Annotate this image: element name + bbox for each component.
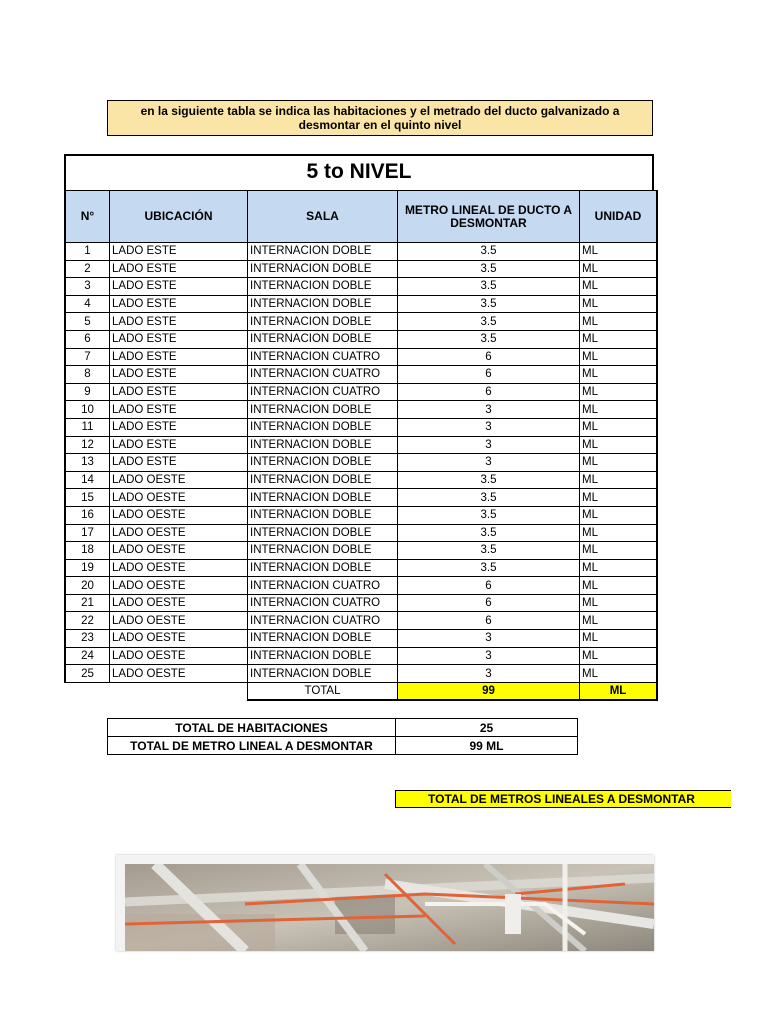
- row-ubicacion: LADO OESTE: [110, 594, 248, 612]
- row-ubicacion: LADO OESTE: [110, 506, 248, 524]
- row-unidad: ML: [580, 436, 658, 454]
- row-metro-lineal: 3: [398, 401, 580, 419]
- row-unidad: ML: [580, 665, 658, 683]
- row-ubicacion: LADO OESTE: [110, 489, 248, 507]
- table-row: [65, 383, 657, 401]
- row-ubicacion: LADO ESTE: [110, 401, 248, 419]
- row-number: 16: [65, 506, 110, 524]
- row-ubicacion: LADO OESTE: [110, 647, 248, 665]
- row-sala: INTERNACION DOBLE: [248, 471, 398, 489]
- header-ubicacion: UBICACIÓN: [110, 191, 248, 243]
- row-unidad: ML: [580, 489, 658, 507]
- row-unidad: ML: [580, 612, 658, 630]
- row-sala: INTERNACION DOBLE: [248, 260, 398, 278]
- row-ubicacion: LADO ESTE: [110, 278, 248, 296]
- row-sala: INTERNACION DOBLE: [248, 524, 398, 542]
- total-banner: TOTAL DE METROS LINEALES A DESMONTAR: [395, 790, 731, 808]
- table-title: 5 to NIVEL: [64, 154, 654, 190]
- row-number: 3: [65, 278, 110, 296]
- row-unidad: ML: [580, 647, 658, 665]
- table-row: [65, 243, 657, 261]
- total-unit: ML: [580, 682, 658, 700]
- row-unidad: ML: [580, 278, 658, 296]
- row-metro-lineal: 6: [398, 577, 580, 595]
- row-ubicacion: LADO ESTE: [110, 348, 248, 366]
- table-row: [65, 278, 657, 296]
- row-sala: INTERNACION CUATRO: [248, 383, 398, 401]
- row-number: 19: [65, 559, 110, 577]
- row-sala: INTERNACION DOBLE: [248, 542, 398, 560]
- row-ubicacion: LADO ESTE: [110, 436, 248, 454]
- row-sala: INTERNACION DOBLE: [248, 243, 398, 261]
- total-metro-label: TOTAL DE METRO LINEAL A DESMONTAR: [108, 737, 396, 755]
- row-unidad: ML: [580, 295, 658, 313]
- row-metro-lineal: 3.5: [398, 542, 580, 560]
- table-row: [65, 524, 657, 542]
- summary-row-habitaciones: [108, 719, 578, 737]
- header-row: [65, 191, 657, 243]
- table-row: [65, 647, 657, 665]
- row-number: 21: [65, 594, 110, 612]
- row-number: 17: [65, 524, 110, 542]
- row-number: 25: [65, 665, 110, 683]
- row-number: 22: [65, 612, 110, 630]
- row-sala: INTERNACION DOBLE: [248, 454, 398, 472]
- row-ubicacion: LADO OESTE: [110, 630, 248, 648]
- instruction-note: [107, 100, 653, 136]
- total-blank: [65, 682, 248, 700]
- table-row: [65, 665, 657, 683]
- row-ubicacion: LADO OESTE: [110, 612, 248, 630]
- row-metro-lineal: 6: [398, 348, 580, 366]
- header-number: N°: [65, 191, 110, 243]
- row-unidad: ML: [580, 594, 658, 612]
- row-unidad: ML: [580, 471, 658, 489]
- row-number: 13: [65, 454, 110, 472]
- row-ubicacion: LADO ESTE: [110, 454, 248, 472]
- summary-row-metro: [108, 737, 578, 755]
- row-metro-lineal: 3.5: [398, 471, 580, 489]
- table-row: [65, 506, 657, 524]
- header-metro-lineal: METRO LINEAL DE DUCTO A DESMONTAR: [398, 191, 580, 243]
- row-metro-lineal: 3.5: [398, 524, 580, 542]
- summary-table: [107, 718, 578, 755]
- row-ubicacion: LADO OESTE: [110, 559, 248, 577]
- header-unidad: UNIDAD: [580, 191, 658, 243]
- table-row: [65, 594, 657, 612]
- ceiling-photo-frame: [116, 855, 654, 951]
- table-row: [65, 489, 657, 507]
- table-row: [65, 542, 657, 560]
- table-row: [65, 612, 657, 630]
- table-row: [65, 313, 657, 331]
- row-unidad: ML: [580, 542, 658, 560]
- total-habitaciones-label: TOTAL DE HABITACIONES: [108, 719, 396, 737]
- row-metro-lineal: 3.5: [398, 278, 580, 296]
- row-sala: INTERNACION CUATRO: [248, 366, 398, 384]
- row-metro-lineal: 3.5: [398, 506, 580, 524]
- row-number: 10: [65, 401, 110, 419]
- row-number: 8: [65, 366, 110, 384]
- row-number: 2: [65, 260, 110, 278]
- row-metro-lineal: 3: [398, 436, 580, 454]
- table-row: [65, 630, 657, 648]
- row-unidad: ML: [580, 524, 658, 542]
- row-ubicacion: LADO ESTE: [110, 383, 248, 401]
- row-number: 1: [65, 243, 110, 261]
- row-number: 7: [65, 348, 110, 366]
- row-unidad: ML: [580, 348, 658, 366]
- row-ubicacion: LADO ESTE: [110, 260, 248, 278]
- row-unidad: ML: [580, 418, 658, 436]
- row-unidad: ML: [580, 330, 658, 348]
- row-ubicacion: LADO ESTE: [110, 330, 248, 348]
- row-number: 14: [65, 471, 110, 489]
- row-number: 12: [65, 436, 110, 454]
- row-metro-lineal: 6: [398, 366, 580, 384]
- row-metro-lineal: 6: [398, 594, 580, 612]
- row-metro-lineal: 6: [398, 612, 580, 630]
- row-ubicacion: LADO ESTE: [110, 295, 248, 313]
- total-label: TOTAL: [248, 682, 398, 700]
- row-sala: INTERNACION DOBLE: [248, 630, 398, 648]
- table-row: [65, 436, 657, 454]
- row-sala: INTERNACION CUATRO: [248, 612, 398, 630]
- note-line-1: en la siguiente tabla se indica las habitaciones y el metrado del ducto galvanizado a: [140, 104, 620, 118]
- row-ubicacion: LADO OESTE: [110, 471, 248, 489]
- table-row: [65, 559, 657, 577]
- row-number: 4: [65, 295, 110, 313]
- row-unidad: ML: [580, 454, 658, 472]
- row-unidad: ML: [580, 383, 658, 401]
- table-row: [65, 348, 657, 366]
- row-metro-lineal: 3: [398, 454, 580, 472]
- row-ubicacion: LADO ESTE: [110, 243, 248, 261]
- total-row: [65, 682, 657, 700]
- row-unidad: ML: [580, 577, 658, 595]
- header-sala: SALA: [248, 191, 398, 243]
- table-row: [65, 330, 657, 348]
- table-row: [65, 295, 657, 313]
- row-sala: INTERNACION DOBLE: [248, 401, 398, 419]
- row-number: 6: [65, 330, 110, 348]
- row-metro-lineal: 3.5: [398, 559, 580, 577]
- row-ubicacion: LADO ESTE: [110, 418, 248, 436]
- row-number: 5: [65, 313, 110, 331]
- row-number: 9: [65, 383, 110, 401]
- row-unidad: ML: [580, 260, 658, 278]
- row-ubicacion: LADO OESTE: [110, 577, 248, 595]
- row-ubicacion: LADO OESTE: [110, 542, 248, 560]
- row-sala: INTERNACION DOBLE: [248, 418, 398, 436]
- table-row: [65, 471, 657, 489]
- row-metro-lineal: 3: [398, 665, 580, 683]
- row-metro-lineal: 3.5: [398, 260, 580, 278]
- row-unidad: ML: [580, 506, 658, 524]
- row-metro-lineal: 3.5: [398, 295, 580, 313]
- row-sala: INTERNACION DOBLE: [248, 313, 398, 331]
- row-unidad: ML: [580, 401, 658, 419]
- row-metro-lineal: 3.5: [398, 489, 580, 507]
- row-unidad: ML: [580, 313, 658, 331]
- table-row: [65, 454, 657, 472]
- ceiling-duct-photo: [125, 864, 654, 951]
- table-row: [65, 577, 657, 595]
- row-metro-lineal: 3: [398, 418, 580, 436]
- row-sala: INTERNACION CUATRO: [248, 594, 398, 612]
- table-row: [65, 260, 657, 278]
- row-unidad: ML: [580, 559, 658, 577]
- row-number: 23: [65, 630, 110, 648]
- row-metro-lineal: 3.5: [398, 330, 580, 348]
- row-ubicacion: LADO ESTE: [110, 313, 248, 331]
- table-body: [65, 243, 657, 683]
- total-habitaciones-value: 25: [396, 719, 578, 737]
- row-metro-lineal: 3.5: [398, 313, 580, 331]
- row-number: 24: [65, 647, 110, 665]
- row-metro-lineal: 3: [398, 647, 580, 665]
- row-unidad: ML: [580, 243, 658, 261]
- total-value: 99: [398, 682, 580, 700]
- table-row: [65, 418, 657, 436]
- row-metro-lineal: 6: [398, 383, 580, 401]
- row-sala: INTERNACION DOBLE: [248, 330, 398, 348]
- table-row: [65, 366, 657, 384]
- total-metro-value: 99 ML: [396, 737, 578, 755]
- row-sala: INTERNACION CUATRO: [248, 577, 398, 595]
- row-sala: INTERNACION DOBLE: [248, 489, 398, 507]
- row-unidad: ML: [580, 366, 658, 384]
- row-sala: INTERNACION DOBLE: [248, 436, 398, 454]
- table-row: [65, 401, 657, 419]
- note-line-2: desmontar en el quinto nivel: [298, 118, 462, 132]
- row-number: 15: [65, 489, 110, 507]
- row-sala: INTERNACION DOBLE: [248, 278, 398, 296]
- row-ubicacion: LADO ESTE: [110, 366, 248, 384]
- row-unidad: ML: [580, 630, 658, 648]
- duct-table: [64, 190, 658, 701]
- row-number: 18: [65, 542, 110, 560]
- row-sala: INTERNACION DOBLE: [248, 559, 398, 577]
- row-metro-lineal: 3: [398, 630, 580, 648]
- row-metro-lineal: 3.5: [398, 243, 580, 261]
- row-ubicacion: LADO OESTE: [110, 524, 248, 542]
- row-sala: INTERNACION DOBLE: [248, 506, 398, 524]
- row-ubicacion: LADO OESTE: [110, 665, 248, 683]
- row-sala: INTERNACION DOBLE: [248, 647, 398, 665]
- row-sala: INTERNACION DOBLE: [248, 295, 398, 313]
- row-sala: INTERNACION DOBLE: [248, 665, 398, 683]
- row-number: 11: [65, 418, 110, 436]
- row-sala: INTERNACION CUATRO: [248, 348, 398, 366]
- row-number: 20: [65, 577, 110, 595]
